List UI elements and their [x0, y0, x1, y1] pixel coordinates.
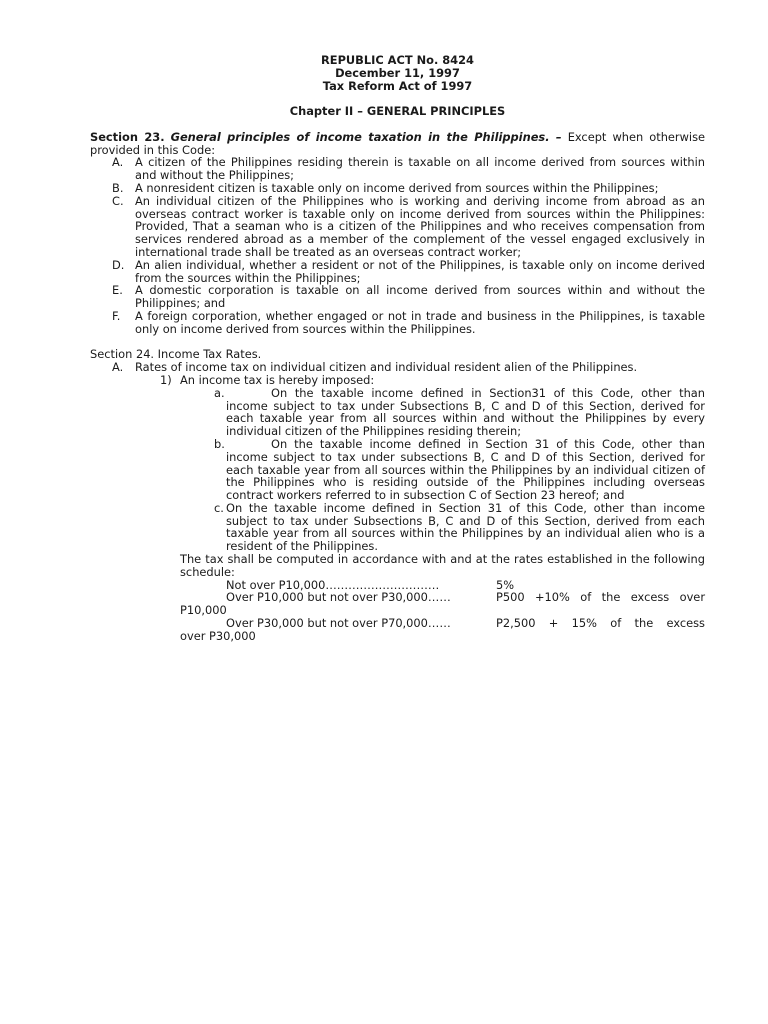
list-item: a. On the taxable income defined in Section31 of this Code, other than income subject to tax under Subsections B, C and D of this Section, derived for each taxable year from all sources within and without the Philippines by every individual citizen of the Philippines residing therein;	[214, 385, 705, 439]
list-item: b. On the taxable income defined in Section 31 of this Code, other than income subject to tax under subsections B, C and D of this Section, derived for each taxable year from all sources within the Philippines by an individual citizen of the Philippines who is residing outside of the Philippines including overseas contract workers referred to in subsection C of Section 23 hereof; and	[214, 436, 705, 503]
tax-schedule	[90, 553, 705, 643]
list-item: D. An alien individual, whether a resident or not of the Philippines, is taxable only on income derived from the sources within the Philippines;	[112, 257, 705, 285]
schedule-row: Not over P10,000………………………… 5%	[226, 577, 515, 592]
list-item: B. A nonresident citizen is taxable only on income derived from sources within the Philippines;	[112, 180, 659, 195]
section-23-intro	[90, 131, 705, 157]
section-24-item-1: 1) An income tax is hereby imposed:	[160, 372, 375, 387]
schedule-row: Over P30,000 but not over P70,000…… P2,500 + 15% of the excess	[226, 616, 705, 631]
section-23-list	[90, 156, 705, 335]
list-item: A. A citizen of the Philippines residing therein is taxable on all income derived from sources within and without the Philippines;	[112, 155, 705, 183]
section-23-label: Section 23.	[90, 129, 165, 144]
section-24-item-a: A. Rates of income tax on individual citizen and individual resident alien of the Philippines.	[112, 360, 638, 375]
act-short-title: Tax Reform Act of 1997	[322, 78, 473, 93]
act-date: December 11, 1997	[335, 65, 460, 80]
section-23-intro-text: Except when otherwise provided in this Code:	[90, 129, 706, 157]
section-24-heading: Section 24. Income Tax Rates.	[90, 347, 262, 362]
list-item: F. A foreign corporation, whether engaged or not in trade and business in the Philippines, is taxable only on income derived from sources within the Philippines.	[112, 308, 705, 336]
document-body	[90, 54, 705, 643]
act-title: REPUBLIC ACT No. 8424	[321, 53, 474, 67]
schedule-row: Over P10,000 but not over P30,000…… P500 +10% of the excess over	[226, 590, 705, 605]
list-item: C. An individual citizen of the Philippines who is working and deriving income from abroad as an overseas contract worker is taxable only on income derived from sources within the Philippines: Provided, That a seaman who is a citizen of the Philippines and who receives compensation from services rendered abroad as a member of the complement of the vessel engaged exclusively in international trade shall be treated as an overseas contract worker;	[112, 193, 705, 259]
section-23-title: General principles of income taxation in the Philippines. –	[170, 129, 562, 144]
section-24-sublist	[90, 387, 705, 553]
chapter-heading: Chapter II – GENERAL PRINCIPLES	[289, 104, 506, 119]
schedule-row-continuation: over P30,000	[180, 628, 256, 643]
schedule-intro: The tax shall be computed in accordance with and at the rates established in the following schedule:	[180, 552, 705, 579]
schedule-row-continuation: P10,000	[180, 603, 227, 618]
list-item: E. A domestic corporation is taxable on all income derived from sources within and without the Philippines; and	[112, 283, 705, 311]
list-item: c. On the taxable income defined in Section 31 of this Code, other than income subject to tax under Subsections B, C and D of this Section, derived from each taxable year from all sources within the Philippines by an individual alien who is a resident of the Philippines.	[214, 500, 705, 554]
